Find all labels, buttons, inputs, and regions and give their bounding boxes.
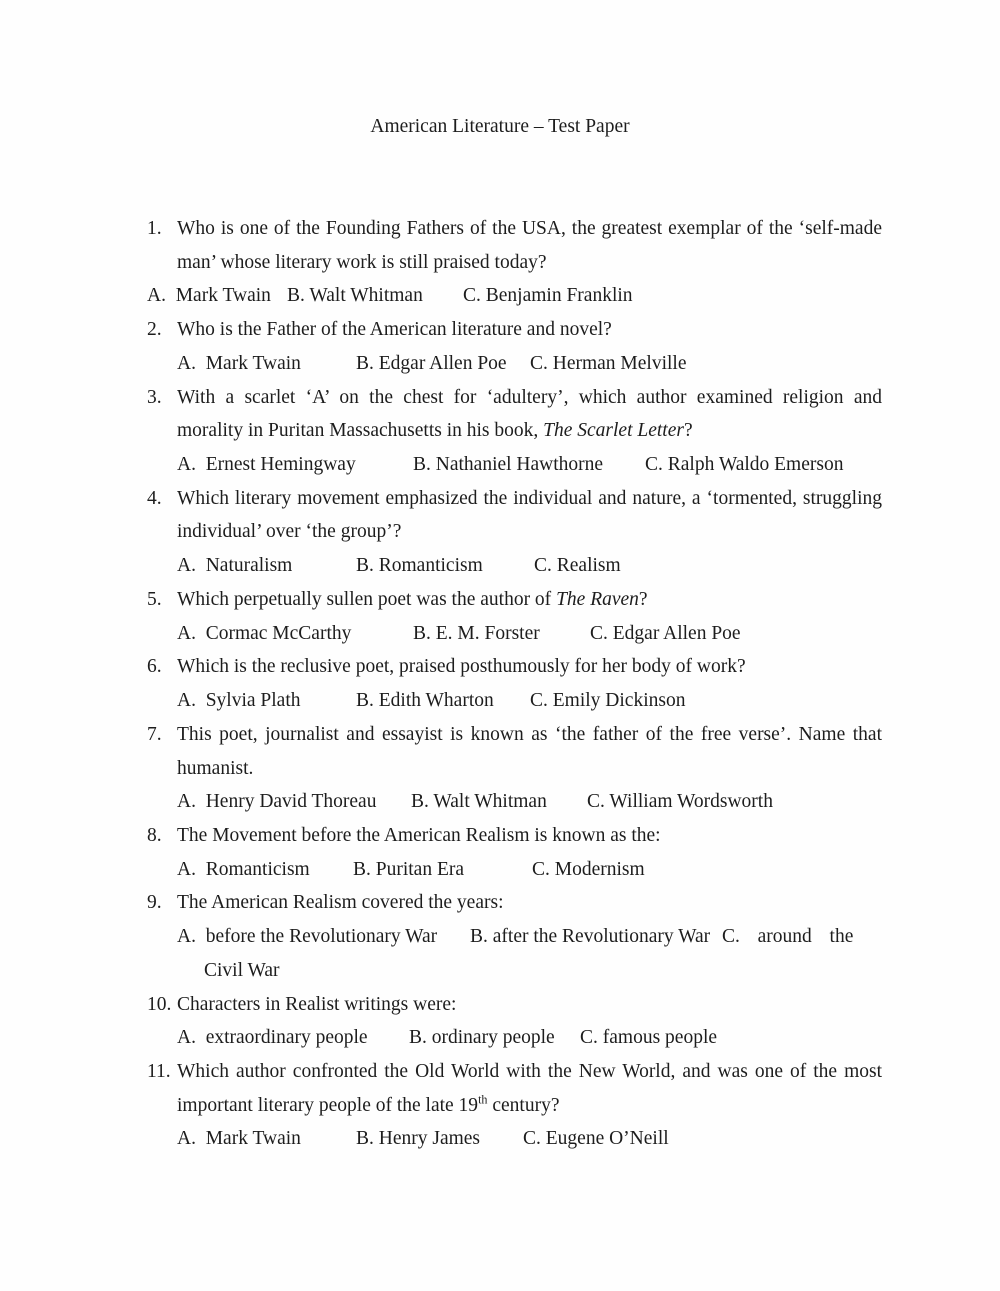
answer-option: C. Benjamin Franklin: [463, 285, 633, 307]
question-1: [147, 212, 882, 313]
question-3: [147, 381, 882, 482]
question-7-answers: [147, 785, 882, 819]
answer-option: C. famous people: [580, 1027, 718, 1049]
question-text: Which is the reclusive poet, praised posthumously for her body of work?: [177, 656, 746, 678]
question-number: 11.: [147, 1060, 171, 1082]
question-10-text-line-1: [147, 988, 882, 1022]
question-2-answers: [147, 347, 882, 381]
question-4: [147, 482, 882, 583]
question-8: [147, 819, 882, 886]
question-5-answers: [147, 617, 882, 651]
question-11-text-line-2: [147, 1089, 882, 1123]
answer-option: A. Cormac McCarthy: [177, 622, 352, 644]
question-text: Which author confronted the Old World with the New World, and was one of the most: [177, 1060, 882, 1082]
question-text: This poet, journalist and essayist is known as ‘the father of the free verse’. Name that: [177, 723, 882, 745]
document-title: American Literature – Test Paper: [370, 116, 630, 137]
question-text: The American Realism covered the years:: [177, 892, 504, 914]
answer-option: A. before the Revolutionary War: [177, 926, 438, 948]
question-11-answers: [147, 1122, 882, 1156]
answer-option: B. Edith Wharton: [356, 690, 494, 712]
answer-option: B. Henry James: [356, 1128, 481, 1150]
question-7-text-line-1: [147, 718, 882, 752]
question-text: humanist.: [177, 757, 254, 779]
question-5-text-line-1: [147, 583, 882, 617]
question-10-answers: [147, 1021, 882, 1055]
answer-option: B. Puritan Era: [353, 858, 465, 880]
question-number: 7.: [147, 723, 162, 745]
question-text: Which literary movement emphasized the individual and nature, a ‘tormented, struggling: [177, 487, 882, 509]
question-number: 10.: [147, 993, 172, 1015]
answer-option: A. extraordinary people: [177, 1027, 368, 1049]
question-6-text-line-1: [147, 650, 882, 684]
question-3-answers: [147, 448, 882, 482]
question-10: [147, 988, 882, 1055]
question-1-text-line-1: [147, 212, 882, 246]
answer-option: A. Mark Twain: [177, 1128, 301, 1150]
question-3-text-line-1: [147, 381, 882, 415]
question-text: Who is the Father of the American literature and novel?: [177, 319, 612, 341]
question-4-text-line-1: [147, 482, 882, 516]
answer-option: C. Ralph Waldo Emerson: [645, 454, 844, 476]
question-text: century?: [487, 1094, 560, 1116]
answer-option: B. Edgar Allen Poe: [356, 352, 507, 374]
question-7-text-line-2: [147, 752, 882, 786]
question-2-text-line-1: [147, 313, 882, 347]
answer-option: C. Modernism: [532, 858, 645, 880]
answer-option: A. Henry David Thoreau: [177, 791, 377, 813]
question-9-answers-1: [147, 920, 882, 954]
question-6-answers: [147, 684, 882, 718]
question-6: [147, 650, 882, 717]
question-5: [147, 583, 882, 650]
question-4-text-line-2: [147, 515, 882, 549]
answer-option: A. Mark Twain: [147, 285, 271, 307]
answer-option: C. Edgar Allen Poe: [590, 622, 741, 644]
question-text: ?: [683, 420, 693, 442]
question-text: With a scarlet ‘A’ on the chest for ‘adultery’, which author examined religion and: [177, 386, 882, 408]
answer-option: C. Realism: [534, 555, 621, 577]
answer-option: B. after the Revolutionary War: [470, 926, 711, 948]
question-text-italic: The Raven: [556, 588, 639, 610]
answer-option: A. Sylvia Plath: [177, 690, 301, 712]
question-4-answers: [147, 549, 882, 583]
question-1-answers: [147, 279, 882, 313]
question-8-text-line-1: [147, 819, 882, 853]
question-text: morality in Puritan Massachusetts in his book,: [177, 420, 544, 442]
question-text: man’ whose literary work is still praised today?: [177, 251, 547, 273]
question-number: 1.: [147, 218, 162, 239]
question-number: 4.: [147, 487, 162, 509]
answer-option: C. Herman Melville: [530, 352, 687, 374]
answer-option: Civil War: [204, 959, 280, 981]
question-9-answers-2: [147, 954, 882, 988]
answer-option: B. Romanticism: [356, 555, 483, 577]
answer-option: B. Walt Whitman: [287, 285, 423, 307]
question-11: [147, 1055, 882, 1156]
answer-option: B. ordinary people: [409, 1027, 555, 1049]
question-number: 3.: [147, 386, 162, 408]
superscript: th: [478, 1092, 488, 1107]
question-number: 8.: [147, 824, 162, 846]
answer-option: C. Emily Dickinson: [530, 690, 686, 712]
questions-list: [147, 212, 882, 1156]
question-3-text-line-2: [147, 414, 882, 448]
question-number: 5.: [147, 588, 162, 610]
question-1-text-line-2: [147, 246, 882, 280]
question-7: [147, 718, 882, 819]
answer-option: A. Naturalism: [177, 555, 293, 577]
answer-option: B. Nathaniel Hawthorne: [413, 454, 604, 476]
question-text: important literary people of the late 19: [177, 1094, 479, 1116]
question-text: individual’ over ‘the group’?: [177, 521, 402, 543]
question-text: Characters in Realist writings were:: [177, 993, 457, 1015]
answer-option: C. William Wordsworth: [587, 791, 773, 813]
question-text: ?: [638, 588, 648, 610]
question-number: 6.: [147, 656, 162, 678]
question-text: The Movement before the American Realism is known as the:: [177, 824, 661, 846]
question-2: [147, 313, 882, 380]
question-9: [147, 886, 882, 987]
question-text-italic: The Scarlet Letter: [543, 420, 684, 442]
answer-option: B. Walt Whitman: [411, 791, 547, 813]
answer-option: C. around the: [722, 926, 854, 948]
question-11-text-line-1: [147, 1055, 882, 1089]
question-text: Who is one of the Founding Fathers of the USA, the greatest exemplar of the ‘self-made: [177, 218, 882, 239]
question-number: 2.: [147, 319, 162, 341]
question-8-answers: [147, 853, 882, 887]
answer-option: C. Eugene O’Neill: [523, 1128, 669, 1150]
answer-option: A. Romanticism: [177, 858, 310, 880]
question-number: 9.: [147, 892, 162, 914]
question-9-text-line-1: [147, 886, 882, 920]
question-text: Which perpetually sullen poet was the author of: [177, 588, 557, 610]
answer-option: A. Mark Twain: [177, 352, 301, 374]
answer-option: B. E. M. Forster: [413, 622, 540, 644]
answer-option: A. Ernest Hemingway: [177, 454, 356, 476]
